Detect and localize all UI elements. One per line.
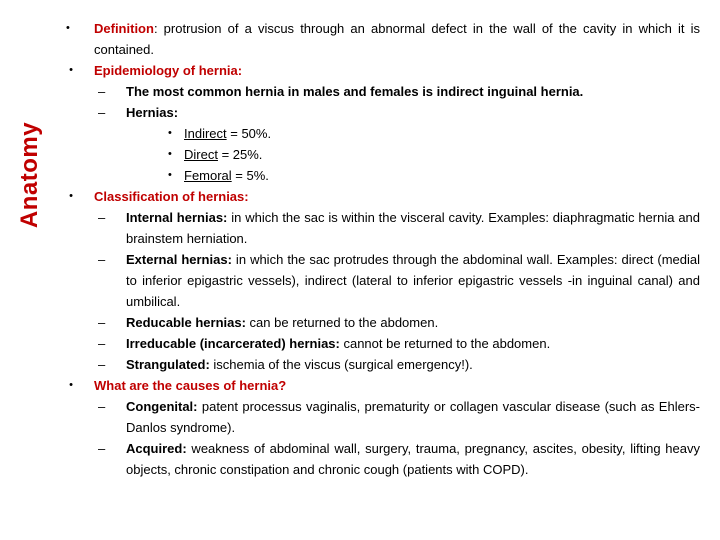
hernia-type-name: Femoral bbox=[184, 168, 232, 183]
bullet-dot-icon: • bbox=[69, 190, 73, 202]
hernia-type-name: Indirect bbox=[184, 126, 227, 141]
definition-bullet bbox=[60, 18, 700, 60]
classification-text: ischemia of the viscus (surgical emergency!). bbox=[209, 357, 473, 372]
hernia-type-name: Direct bbox=[184, 147, 218, 162]
causes-heading: What are the causes of hernia? bbox=[94, 378, 287, 393]
classification-item bbox=[60, 312, 700, 333]
bullet-dot-icon: • bbox=[69, 379, 73, 391]
classification-term: Reducable hernias: bbox=[126, 315, 246, 330]
hernia-type-row bbox=[60, 165, 700, 186]
hernia-type-value: = 25%. bbox=[217, 147, 263, 162]
dash-icon: – bbox=[98, 210, 106, 225]
classification-term: Irreducable (incarcerated) hernias: bbox=[126, 336, 340, 351]
dash-icon: – bbox=[98, 399, 106, 414]
epidemiology-bullet bbox=[60, 60, 700, 81]
dash-icon: – bbox=[98, 441, 106, 456]
bullet-dot-icon: • bbox=[168, 127, 172, 139]
bullet-dot-icon: • bbox=[69, 64, 73, 76]
cause-item bbox=[60, 438, 700, 480]
dash-icon: – bbox=[98, 252, 106, 267]
slide-content bbox=[60, 18, 700, 480]
epidemiology-common-text: The most common hernia in males and females is indirect inguinal hernia. bbox=[126, 84, 584, 99]
epidemiology-common bbox=[60, 81, 700, 102]
classification-text: cannot be returned to the abdomen. bbox=[339, 336, 551, 351]
classification-term: Strangulated: bbox=[126, 357, 210, 372]
cause-text: patent processus vaginalis, prematurity or collagen vascular disease (such as Ehlers-Danlos syndrome). bbox=[126, 399, 700, 435]
definition-label: Definition bbox=[94, 21, 154, 36]
hernia-type-row bbox=[60, 144, 700, 165]
classification-text: in which the sac is within the visceral cavity. Examples: diaphragmatic hernia and brainstem herniation. bbox=[126, 210, 701, 246]
side-title bbox=[8, 0, 52, 540]
dash-icon: – bbox=[98, 357, 106, 372]
hernia-type-value: = 50%. bbox=[226, 126, 272, 141]
bullet-dot-icon: • bbox=[168, 148, 172, 160]
side-title-text: Anatomy bbox=[16, 121, 43, 229]
epidemiology-hernias bbox=[60, 102, 700, 123]
classification-text: can be returned to the abdomen. bbox=[245, 315, 439, 330]
hernia-type-value: = 5%. bbox=[231, 168, 269, 183]
classification-item bbox=[60, 333, 700, 354]
dash-icon: – bbox=[98, 336, 106, 351]
classification-term: Internal hernias: bbox=[126, 210, 228, 225]
dash-icon: – bbox=[98, 84, 106, 99]
cause-text: weakness of abdominal wall, surgery, trauma, pregnancy, ascites, obesity, lifting heavy objects, chronic constipation and chronic cough (patients with COPD). bbox=[126, 441, 700, 477]
epidemiology-hernias-label: Hernias: bbox=[126, 105, 179, 120]
classification-item bbox=[60, 249, 700, 312]
bullet-dot-icon: • bbox=[66, 22, 70, 34]
classification-item bbox=[60, 207, 700, 249]
bullet-dot-icon: • bbox=[168, 169, 172, 181]
dash-icon: – bbox=[98, 105, 106, 120]
cause-item bbox=[60, 396, 700, 438]
causes-bullet bbox=[60, 375, 700, 396]
cause-term: Acquired: bbox=[126, 441, 187, 456]
epidemiology-heading: Epidemiology of hernia: bbox=[94, 63, 243, 78]
cause-term: Congenital: bbox=[126, 399, 198, 414]
classification-text: in which the sac protrudes through the abdominal wall. Examples: direct (medial to inferior epigastric vessels), indirect (lateral to inferior epigastric vessels -in inguinal canal) and umbilical. bbox=[126, 252, 700, 309]
definition-text: : protrusion of a viscus through an abnormal defect in the wall of the cavity in which it is contained. bbox=[94, 21, 700, 57]
dash-icon: – bbox=[98, 315, 106, 330]
classification-term: External hernias: bbox=[126, 252, 232, 267]
classification-item bbox=[60, 354, 700, 375]
hernia-type-row bbox=[60, 123, 700, 144]
classification-heading: Classification of hernias: bbox=[94, 189, 249, 204]
classification-bullet bbox=[60, 186, 700, 207]
